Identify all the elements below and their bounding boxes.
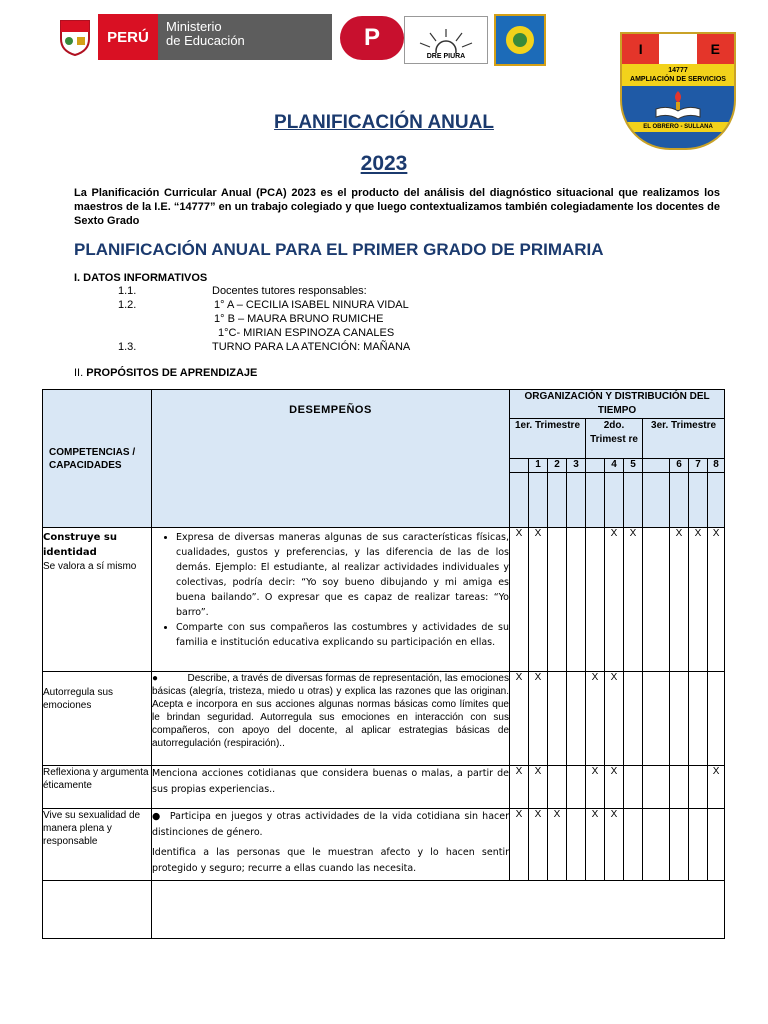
unit-col-5: 5 <box>624 459 643 473</box>
ie-number-band <box>622 64 734 86</box>
dre-label: DRE PIURA <box>426 53 466 60</box>
mark-cell <box>670 809 689 881</box>
page-year: 2023 <box>360 152 408 175</box>
mark-cell <box>670 766 689 809</box>
header-competencias: COMPETENCIAS / CAPACIDADES <box>43 390 152 528</box>
peru-shield-icon <box>52 14 98 60</box>
mark-cell: X <box>529 672 548 766</box>
mark-cell <box>567 809 586 881</box>
mark-cell <box>567 528 586 672</box>
mark-cell: X <box>510 672 529 766</box>
table-row <box>43 672 725 766</box>
ie-number: 14777 <box>668 67 688 74</box>
header-trimestre-2: 2do. Trimest re <box>586 419 643 459</box>
table-row <box>43 766 725 809</box>
mark-cell <box>548 766 567 809</box>
table-row <box>43 809 725 881</box>
mark-cell <box>670 672 689 766</box>
desempeno-item: • Expresa de diversas maneras algunas de sus características físicas, cualidades, gustos y preferencias, y las diferencia de las de los demás. Ejemplo: El estudiante, al realizar actividades individuales y colectivas, podría decir: “Yo soy bueno dibujando y mi amiga es buena bailando”. O expresar que es capaz de realizar tareas: “Yo barro”. <box>176 530 509 620</box>
unit-spacer <box>567 473 586 528</box>
mark-cell <box>548 528 567 672</box>
mark-cell <box>548 672 567 766</box>
mark-cell <box>624 766 643 809</box>
mark-cell: X <box>689 528 708 672</box>
unit-col-blank-1 <box>510 459 529 473</box>
mark-cell <box>624 809 643 881</box>
mark-cell: X <box>605 528 624 672</box>
region-piura-logo <box>494 14 546 66</box>
unit-col-8: 8 <box>708 459 725 473</box>
dre-piura-logo <box>404 16 488 64</box>
ugel-logo: P <box>340 16 404 60</box>
capacidad-cell: Vive su sexualidad de manera plena y responsable <box>43 809 152 881</box>
header-trimestre-1: 1er. Trimestre <box>510 419 586 459</box>
desempenos-cell <box>152 528 510 672</box>
datos-text-1: Docentes tutores responsables: <box>212 285 367 297</box>
mark-cell: X <box>510 528 529 672</box>
mark-cell <box>689 809 708 881</box>
unit-spacer <box>548 473 567 528</box>
mark-cell: X <box>548 809 567 881</box>
ministerio-line2: de Educación <box>166 33 245 48</box>
peru-label: PERÚ <box>98 14 158 60</box>
unit-spacer <box>586 473 605 528</box>
mark-cell: X <box>510 766 529 809</box>
mark-cell: X <box>529 809 548 881</box>
mark-cell: X <box>624 528 643 672</box>
mark-cell: X <box>529 528 548 672</box>
capacidad-cell: Autorregula sus emociones <box>43 672 152 766</box>
unit-col-1: 1 <box>529 459 548 473</box>
mark-cell <box>643 672 670 766</box>
ie-location: EL OBRERO - SULLANA <box>622 122 734 132</box>
table-row <box>43 528 725 672</box>
mark-cell: X <box>586 766 605 809</box>
competencia-title: Construye su identidad <box>43 532 117 558</box>
datos-text-4: 1°C- MIRIAN ESPINOZA CANALES <box>218 327 395 339</box>
ie-letter-center <box>659 34 696 64</box>
mark-cell <box>567 672 586 766</box>
page-title: PLANIFICACIÓN ANUAL <box>274 112 494 133</box>
section-subtitle: PLANIFICACIÓN ANUAL PARA EL PRIMER GRADO DE PRIMARIA <box>74 240 604 259</box>
unit-spacer <box>529 473 548 528</box>
mark-cell: X <box>605 672 624 766</box>
table-row-empty <box>43 881 725 939</box>
propositos-heading <box>74 367 257 379</box>
desempeno-item <box>152 809 509 841</box>
mark-cell: X <box>510 809 529 881</box>
unit-spacer <box>670 473 689 528</box>
minedu-logo <box>52 14 332 60</box>
unit-spacer <box>708 473 725 528</box>
datos-num-2: 1.2. <box>118 299 137 311</box>
mark-cell <box>708 809 725 881</box>
header-desempenos: DESEMPEÑOS <box>152 390 510 528</box>
mark-cell: X <box>529 766 548 809</box>
desempeno-text: Participa en juegos y otras actividades de la vida cotidiana sin hacer distinciones de género. <box>152 811 509 838</box>
unit-col-blank-2 <box>586 459 605 473</box>
datos-num-1: 1.1. <box>118 285 137 297</box>
datos-text-2: 1° A – CECILIA ISABEL NINURA VIDAL <box>214 299 409 311</box>
competencia-cell <box>43 528 152 672</box>
desempeno-text: Describe, a través de diversas formas de representación, las emociones básicas (alegría, tristeza, miedo u otras) y explica las razones que las originan. Acepta e incorpora en sus acciones algunas normas básicas como límites que le brindan seguridad. Autorregula sus emociones en interacción con sus compañeros, con apoyo del docente, al aplicar estrategias básicas de autorregulación (respiración).. <box>152 673 509 749</box>
mark-cell <box>567 766 586 809</box>
mark-cell <box>689 672 708 766</box>
desempeno-item <box>152 672 509 750</box>
desempenos-cell <box>152 809 510 881</box>
desempenos-cell: Menciona acciones cotidianas que considera buenas o malas, a partir de sus propias experiencias.. <box>152 766 510 809</box>
desempeno-item: • Comparte con sus compañeros las costumbres y actividades de su familia e institución educativa explicando su participación en ellas. <box>176 620 509 650</box>
desempenos-cell <box>152 672 510 766</box>
unit-col-4: 4 <box>605 459 624 473</box>
ministerio-line1: Ministerio <box>166 19 222 34</box>
propositos-title: PROPÓSITOS DE APRENDIZAJE <box>86 367 258 379</box>
mark-cell <box>689 766 708 809</box>
unit-spacer <box>643 473 670 528</box>
mark-cell: X <box>605 766 624 809</box>
bullet-icon: ● <box>152 673 188 684</box>
bullet-icon: ● <box>152 811 170 822</box>
capacidad-label: Se valora a sí mismo <box>43 561 137 572</box>
mark-cell: X <box>708 766 725 809</box>
desempeno-item: Identifica a las personas que le muestran afecto y lo hacen sentir protegido y seguro; recurre a ellas cuando las necesita. <box>152 847 509 874</box>
datos-num-5: 1.3. <box>118 341 137 353</box>
mark-cell <box>643 766 670 809</box>
ie-letter-right: E <box>697 34 734 64</box>
mark-cell: X <box>605 809 624 881</box>
intro-paragraph: La Planificación Curricular Anual (PCA) 2023 es el producto del análisis del diagnóstico situacional que realizamos los maestros de la I.E. “14777” en un trabajo colegiado y que luego contextualizamos también colegiadamente los docentes de Sexto Grado <box>74 187 720 227</box>
empty-cell <box>43 881 152 939</box>
mark-cell: X <box>708 528 725 672</box>
mark-cell <box>624 672 643 766</box>
header-trimestre-3: 3er. Trimestre <box>643 419 725 459</box>
propositos-num: II. <box>74 367 84 379</box>
propositos-table <box>42 389 725 939</box>
desempenos-list <box>152 530 509 650</box>
datos-text-5: TURNO PARA LA ATENCIÓN: MAÑANA <box>212 341 411 353</box>
unit-spacer <box>624 473 643 528</box>
mark-cell <box>643 528 670 672</box>
mark-cell: X <box>670 528 689 672</box>
mark-cell <box>708 672 725 766</box>
ministerio-label <box>158 14 332 60</box>
mark-cell <box>643 809 670 881</box>
unit-spacer <box>510 473 529 528</box>
unit-col-blank-3 <box>643 459 670 473</box>
ie-letter-left: I <box>622 34 659 64</box>
unit-col-7: 7 <box>689 459 708 473</box>
unit-col-2: 2 <box>548 459 567 473</box>
mark-cell: X <box>586 809 605 881</box>
ie-program: AMPLIACIÓN DE SERVICIOS <box>630 76 726 83</box>
empty-cell <box>152 881 725 939</box>
mark-cell <box>586 528 605 672</box>
unit-col-3: 3 <box>567 459 586 473</box>
unit-spacer <box>689 473 708 528</box>
unit-col-6: 6 <box>670 459 689 473</box>
capacidad-cell: Reflexiona y argumenta éticamente <box>43 766 152 809</box>
sun-icon <box>416 27 476 53</box>
mark-cell: X <box>586 672 605 766</box>
datos-text-3: 1° B – MAURA BRUNO RUMICHE <box>214 313 384 325</box>
header-organizacion: ORGANIZACIÓN Y DISTRIBUCIÓN DEL TIEMPO <box>510 390 725 419</box>
region-emblem-icon <box>502 22 538 58</box>
unit-spacer <box>605 473 624 528</box>
datos-heading: I. DATOS INFORMATIVOS <box>74 272 208 284</box>
